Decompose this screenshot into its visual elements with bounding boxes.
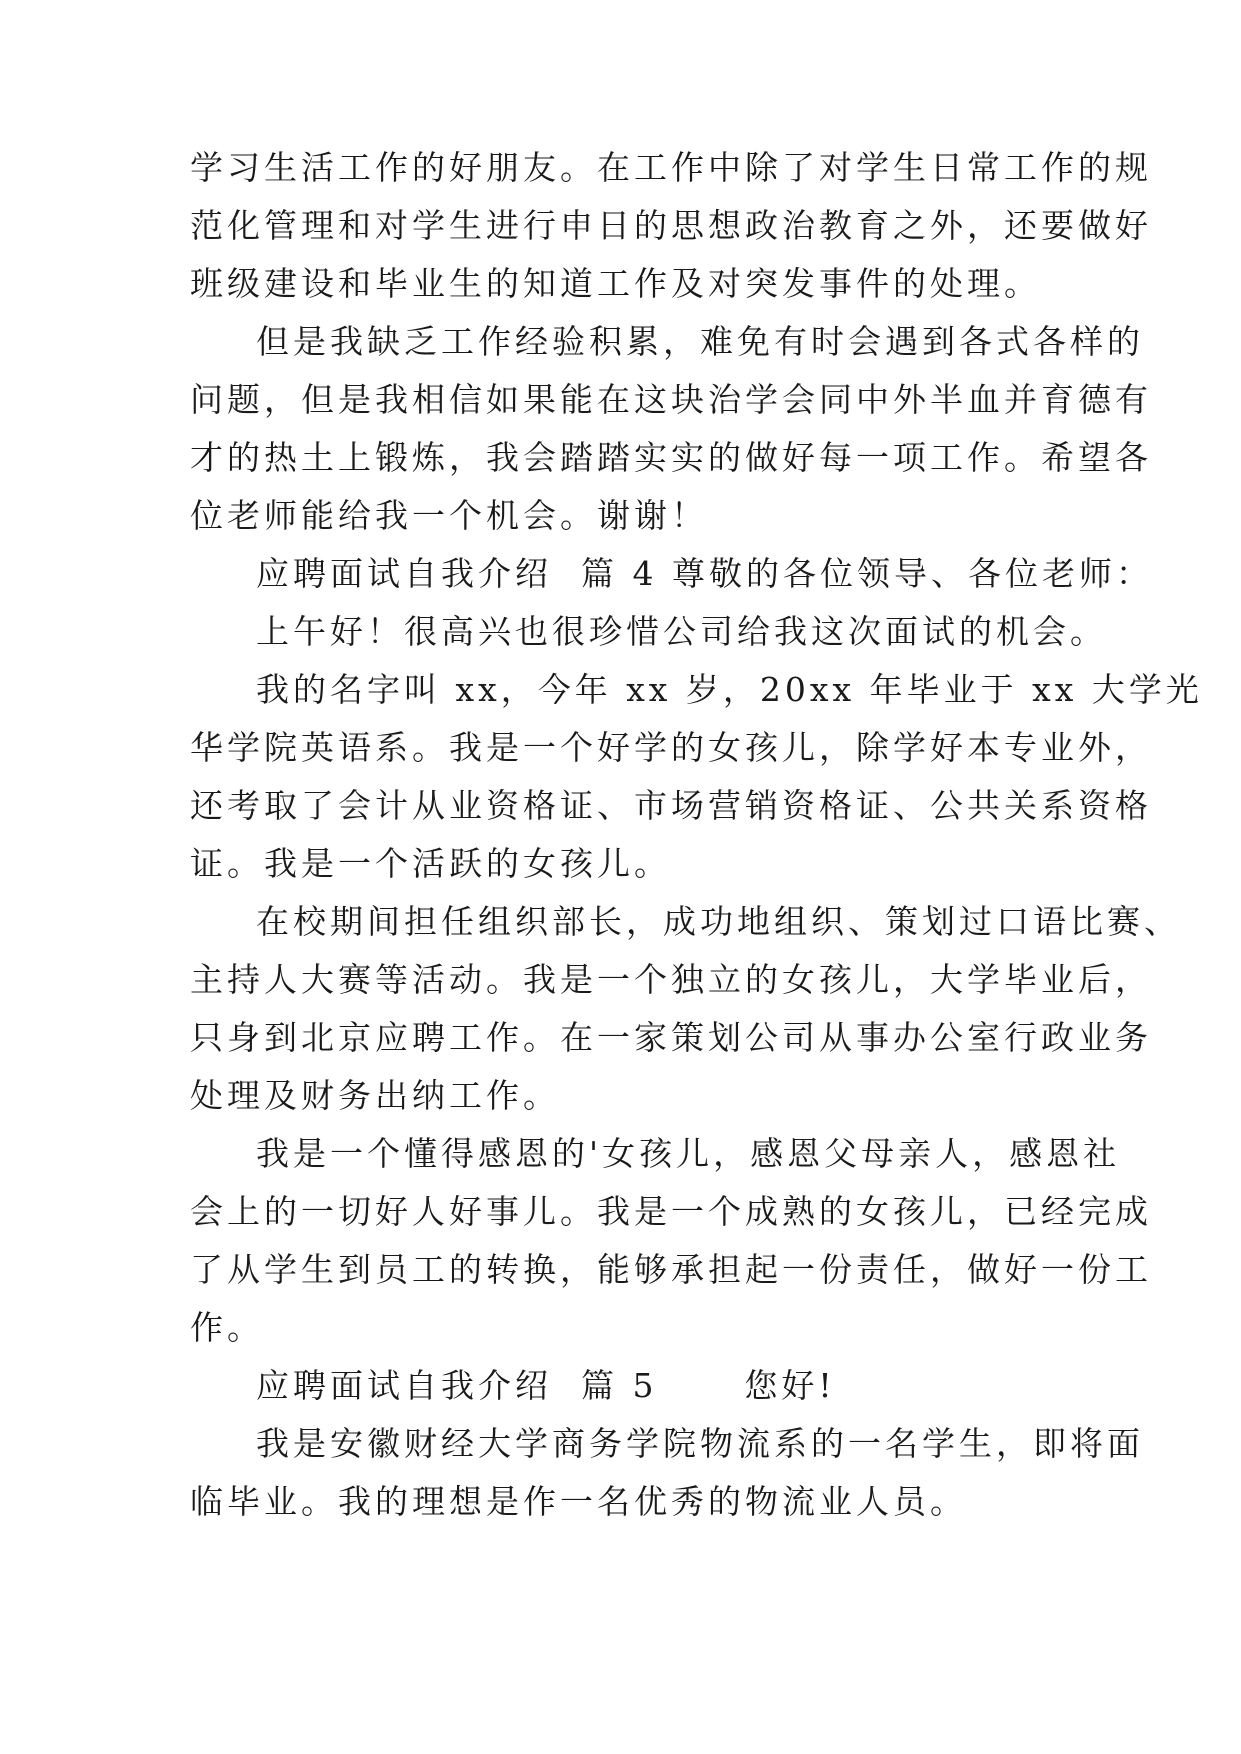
paragraph-start: 我的名字叫 xx，今年 xx 岁，20xx 年毕业于 xx 大学光: [256, 670, 1203, 709]
text-line: 才的热土上锻炼，我会踏踏实实的做好每一项工作。希望各: [190, 438, 1152, 477]
text-line: 还考取了会计从业资格证、市场营销资格证、公共关系资格: [190, 786, 1152, 825]
paragraph-start: 上午好！很高兴也很珍惜公司给我这次面试的机会。: [256, 612, 1107, 651]
text-line: 位老师能给我一个机会。谢谢！: [190, 496, 708, 535]
text-line: 临毕业。我的理想是作一名优秀的物流业人员。: [190, 1482, 967, 1521]
text-line: 只身到北京应聘工作。在一家策划公司从事办公室行政业务: [190, 1018, 1152, 1057]
text-line: 班级建设和毕业生的知道工作及对突发事件的处理。: [190, 264, 1041, 303]
text-line: 证。我是一个活跃的女孩儿。: [190, 844, 671, 883]
section-heading: 应聘面试自我介绍 篇 4 尊敬的各位领导、各位老师：: [256, 554, 1153, 593]
text-line: 问题，但是我相信如果能在这块治学会同中外半血并育德有: [190, 380, 1152, 419]
paragraph-start: 我是一个懂得感恩的'女孩儿，感恩父母亲人，感恩社: [256, 1134, 1121, 1173]
text-line: 学习生活工作的好朋友。在工作中除了对学生日常工作的规: [190, 148, 1152, 187]
text-line: 处理及财务出纳工作。: [190, 1076, 560, 1115]
text-line: 主持人大赛等活动。我是一个独立的女孩儿，大学毕业后，: [190, 960, 1152, 999]
text-line: 作。: [190, 1308, 264, 1347]
text-line: 范化管理和对学生进行申日的思想政治教育之外，还要做好: [190, 206, 1152, 245]
text-line: 了从学生到员工的转换，能够承担起一份责任，做好一份工: [190, 1250, 1152, 1289]
text-line: 华学院英语系。我是一个好学的女孩儿，除学好本专业外，: [190, 728, 1152, 767]
text-line: 会上的一切好人好事儿。我是一个成熟的女孩儿，已经完成: [190, 1192, 1152, 1231]
paragraph-start: 我是安徽财经大学商务学院物流系的一名学生，即将面: [256, 1424, 1144, 1463]
section-heading: 应聘面试自我介绍 篇 5 您好!: [256, 1366, 836, 1405]
paragraph-start: 在校期间担任组织部长，成功地组织、策划过口语比赛、: [256, 902, 1181, 941]
paragraph-start: 但是我缺乏工作经验积累，难免有时会遇到各式各样的: [256, 322, 1144, 361]
